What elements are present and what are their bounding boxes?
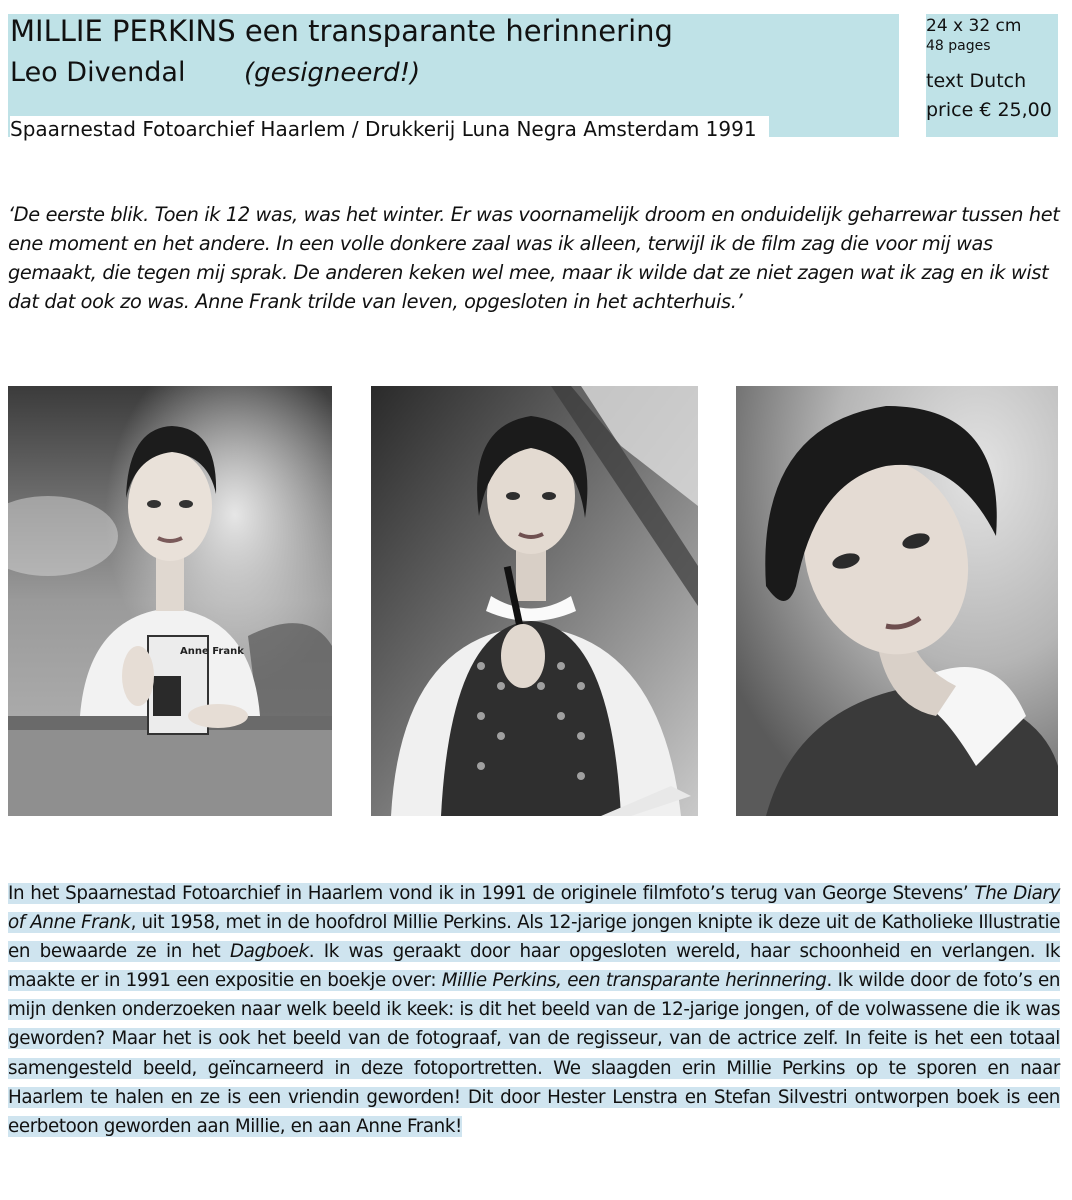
svg-text:Anne Frank: Anne Frank [180, 646, 244, 657]
publisher-line: Spaarnestad Fotoarchief Haarlem / Drukkerij Luna Negra Amsterdam 1991 [10, 116, 769, 142]
opening-quote: ‘De eerste blik. Toen ik 12 was, was het winter. Er was voornamelijk droom en onduidelijk geharrewar tussen het ene moment en het andere. In een volle donkere zaal was ik alleen, terwijl ik de film zag die voor mij was gemaakt, die tegen mij sprak. De anderen keken wel mee, maar ik wilde dat ze niet zagen wat ik zag en ik wist dat dat ook zo was. Anne Frank trilde van leven, opgesloten in het achterhuis.’ [8, 203, 1060, 313]
exhibition-book-title: Millie Perkins, een transparante herinnering [441, 970, 827, 992]
page-count: 48 pages [926, 38, 991, 54]
film-title: The Diary of Anne Frank [8, 883, 1061, 934]
price: price € 25,00 [926, 99, 1052, 121]
photo-portrait-with-book [8, 386, 332, 816]
description-paragraph: In het Spaarnestad Fotoarchief in Haarlem vond ik in 1991 de originele filmfoto’s terug van George Stevens’ The Diary of Anne Frank, uit 1958, met in de hoofdrol Millie Perkins. Als 12-jarige jongen knipte ik deze uit de Katholieke Illustratie en bewaarde ze in het Dagboek. Ik was geraakt door haar opgesloten wereld, haar schoonheid en verlangen. Ik maakte er in 1991 een expositie en boekje over: Millie Perkins, een transparante herinnering. Ik wilde door de foto’s en mijn denken onderzoeken naar welk beeld ik keek: is dit het beeld van de 12-jarige jongen, of de volwassene die ik was geworden? Maar het is ook het beeld van de fotograaf, van de regisseur, van de actrice zelf. In feite is het een totaal samengesteld beeld, geïncarneerd in deze fotoportretten. We slaagden erin Millie Perkins op te sporen en naar Haarlem te halen en ze is een vriendin geworden! Dit door Hester Lenstra en Stefan Silvestri ontworpen boek is een eerbetoon geworden aan Millie, en aan Anne Frank! [8, 883, 1061, 1137]
book-title: MILLIE PERKINS een transparante herinnering [10, 14, 673, 48]
book-meta [926, 14, 1058, 137]
photo-closeup-portrait [736, 386, 1058, 816]
text-language: text Dutch [926, 70, 1027, 92]
author-name: Leo Divendal [10, 57, 186, 88]
signed-note: (gesigneerd!) [244, 58, 421, 88]
diary-title: Dagboek [229, 941, 309, 963]
book-size: 24 x 32 cm [926, 16, 1022, 36]
photo-portrait-with-pen [371, 386, 698, 816]
